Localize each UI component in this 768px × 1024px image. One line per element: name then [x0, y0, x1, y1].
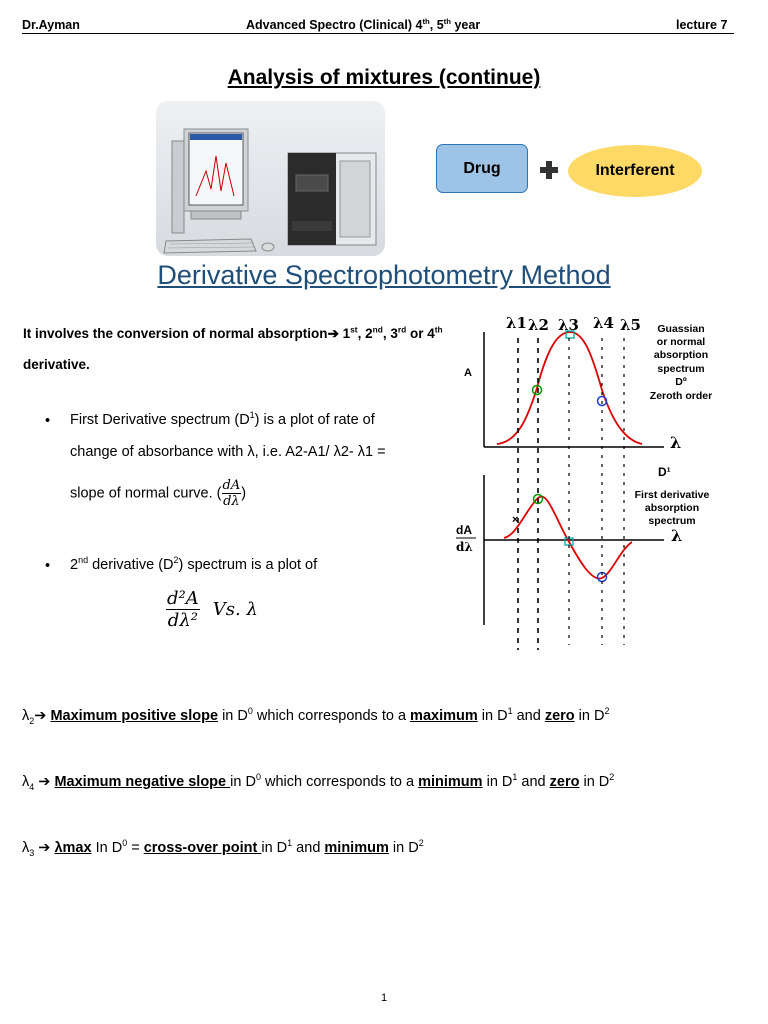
header-lecture: lecture 7 [676, 18, 728, 32]
svg-text:Zeroth order: Zeroth order [649, 390, 713, 402]
header-course: Advanced Spectro (Clinical) 4th, 5th year [246, 16, 481, 32]
svg-text:or normal: or normal [656, 336, 706, 348]
svg-text:spectrum: spectrum [648, 515, 696, 527]
svg-text:absorption: absorption [653, 349, 709, 361]
svg-text:absorption: absorption [644, 502, 700, 514]
second-derivative-equation: $\frac{\text{d²A}}{\text{dλ²}}$ Vs. λ [167, 588, 258, 631]
dlambda-label: dλ [456, 540, 473, 554]
plus-icon [539, 160, 559, 180]
dA-label: dA [456, 523, 472, 537]
header-author: Dr.Ayman [22, 18, 80, 32]
bullet1-text: First Derivative spectrum $(D^1)$ is a plot of rate of change of absorbance with λ, i.e. A2-A1/ λ2- λ1 = slope of normal curve. ( $\frac{dA}{d\lambda}$ ) [70, 410, 386, 509]
lambda1-label: λ1 [506, 314, 527, 332]
bullet-dot-1: • [45, 413, 51, 429]
section-title: Derivative Spectrophotometry Method [157, 260, 611, 290]
svg-text:×: × [512, 514, 519, 526]
lambda-axis-label: λ [670, 433, 682, 452]
spectrophotometer-image [156, 101, 385, 256]
lambda3-label: λ3 [558, 316, 579, 334]
dA-dlambda-fraction: $\frac{dA}{d\lambda}$ [222, 478, 241, 509]
header-rule [22, 33, 734, 34]
lambda2-label: λ2 [528, 316, 549, 334]
derivative-spectra-figure [452, 310, 732, 655]
lambda4-label: λ4 [593, 314, 614, 332]
svg-text:Dº: Dº [675, 376, 687, 388]
d1-label: D¹ [658, 465, 671, 479]
axis-A-label: A [464, 367, 472, 379]
lambda5-label: λ5 [620, 316, 641, 334]
svg-text:Guassian: Guassian [657, 323, 705, 335]
statement-lambda4: $\lambda_4$ ➔ Maximum negative slope in $D^0$ which corresponds to a minimum in $D^1$ and zero in $D^2$ [22, 772, 615, 792]
statement-lambda2: $\lambda_2➔$ Maximum positive slope in $D^0$ which corresponds to a maximum in $D^1$ and zero in $D^2$ [22, 706, 610, 726]
svg-text:spectrum: spectrum [657, 363, 705, 375]
bullet-dot-2: • [45, 558, 51, 574]
statement-lambda3: $\lambda_3$ ➔ λmax In $D^0$ = cross-over point in $D^1$ and minimum in $D^2$ [22, 838, 424, 858]
intro-text: It involves the conversion of normal absorption➔ 1st, 2nd, 3rd or 4th derivative. [23, 324, 443, 372]
page-number: 1 [380, 992, 388, 1004]
page-title: Analysis of mixtures (continue) [227, 66, 541, 89]
bullet2-text: 2nd derivative $(D^2)$ spectrum is a plot of [70, 555, 318, 573]
svg-text:First derivative: First derivative [634, 489, 710, 501]
lambda-axis-label-2: λ [671, 526, 683, 545]
drug-box: Drug [436, 144, 528, 193]
interferent-ellipse: Interferent [568, 145, 702, 197]
